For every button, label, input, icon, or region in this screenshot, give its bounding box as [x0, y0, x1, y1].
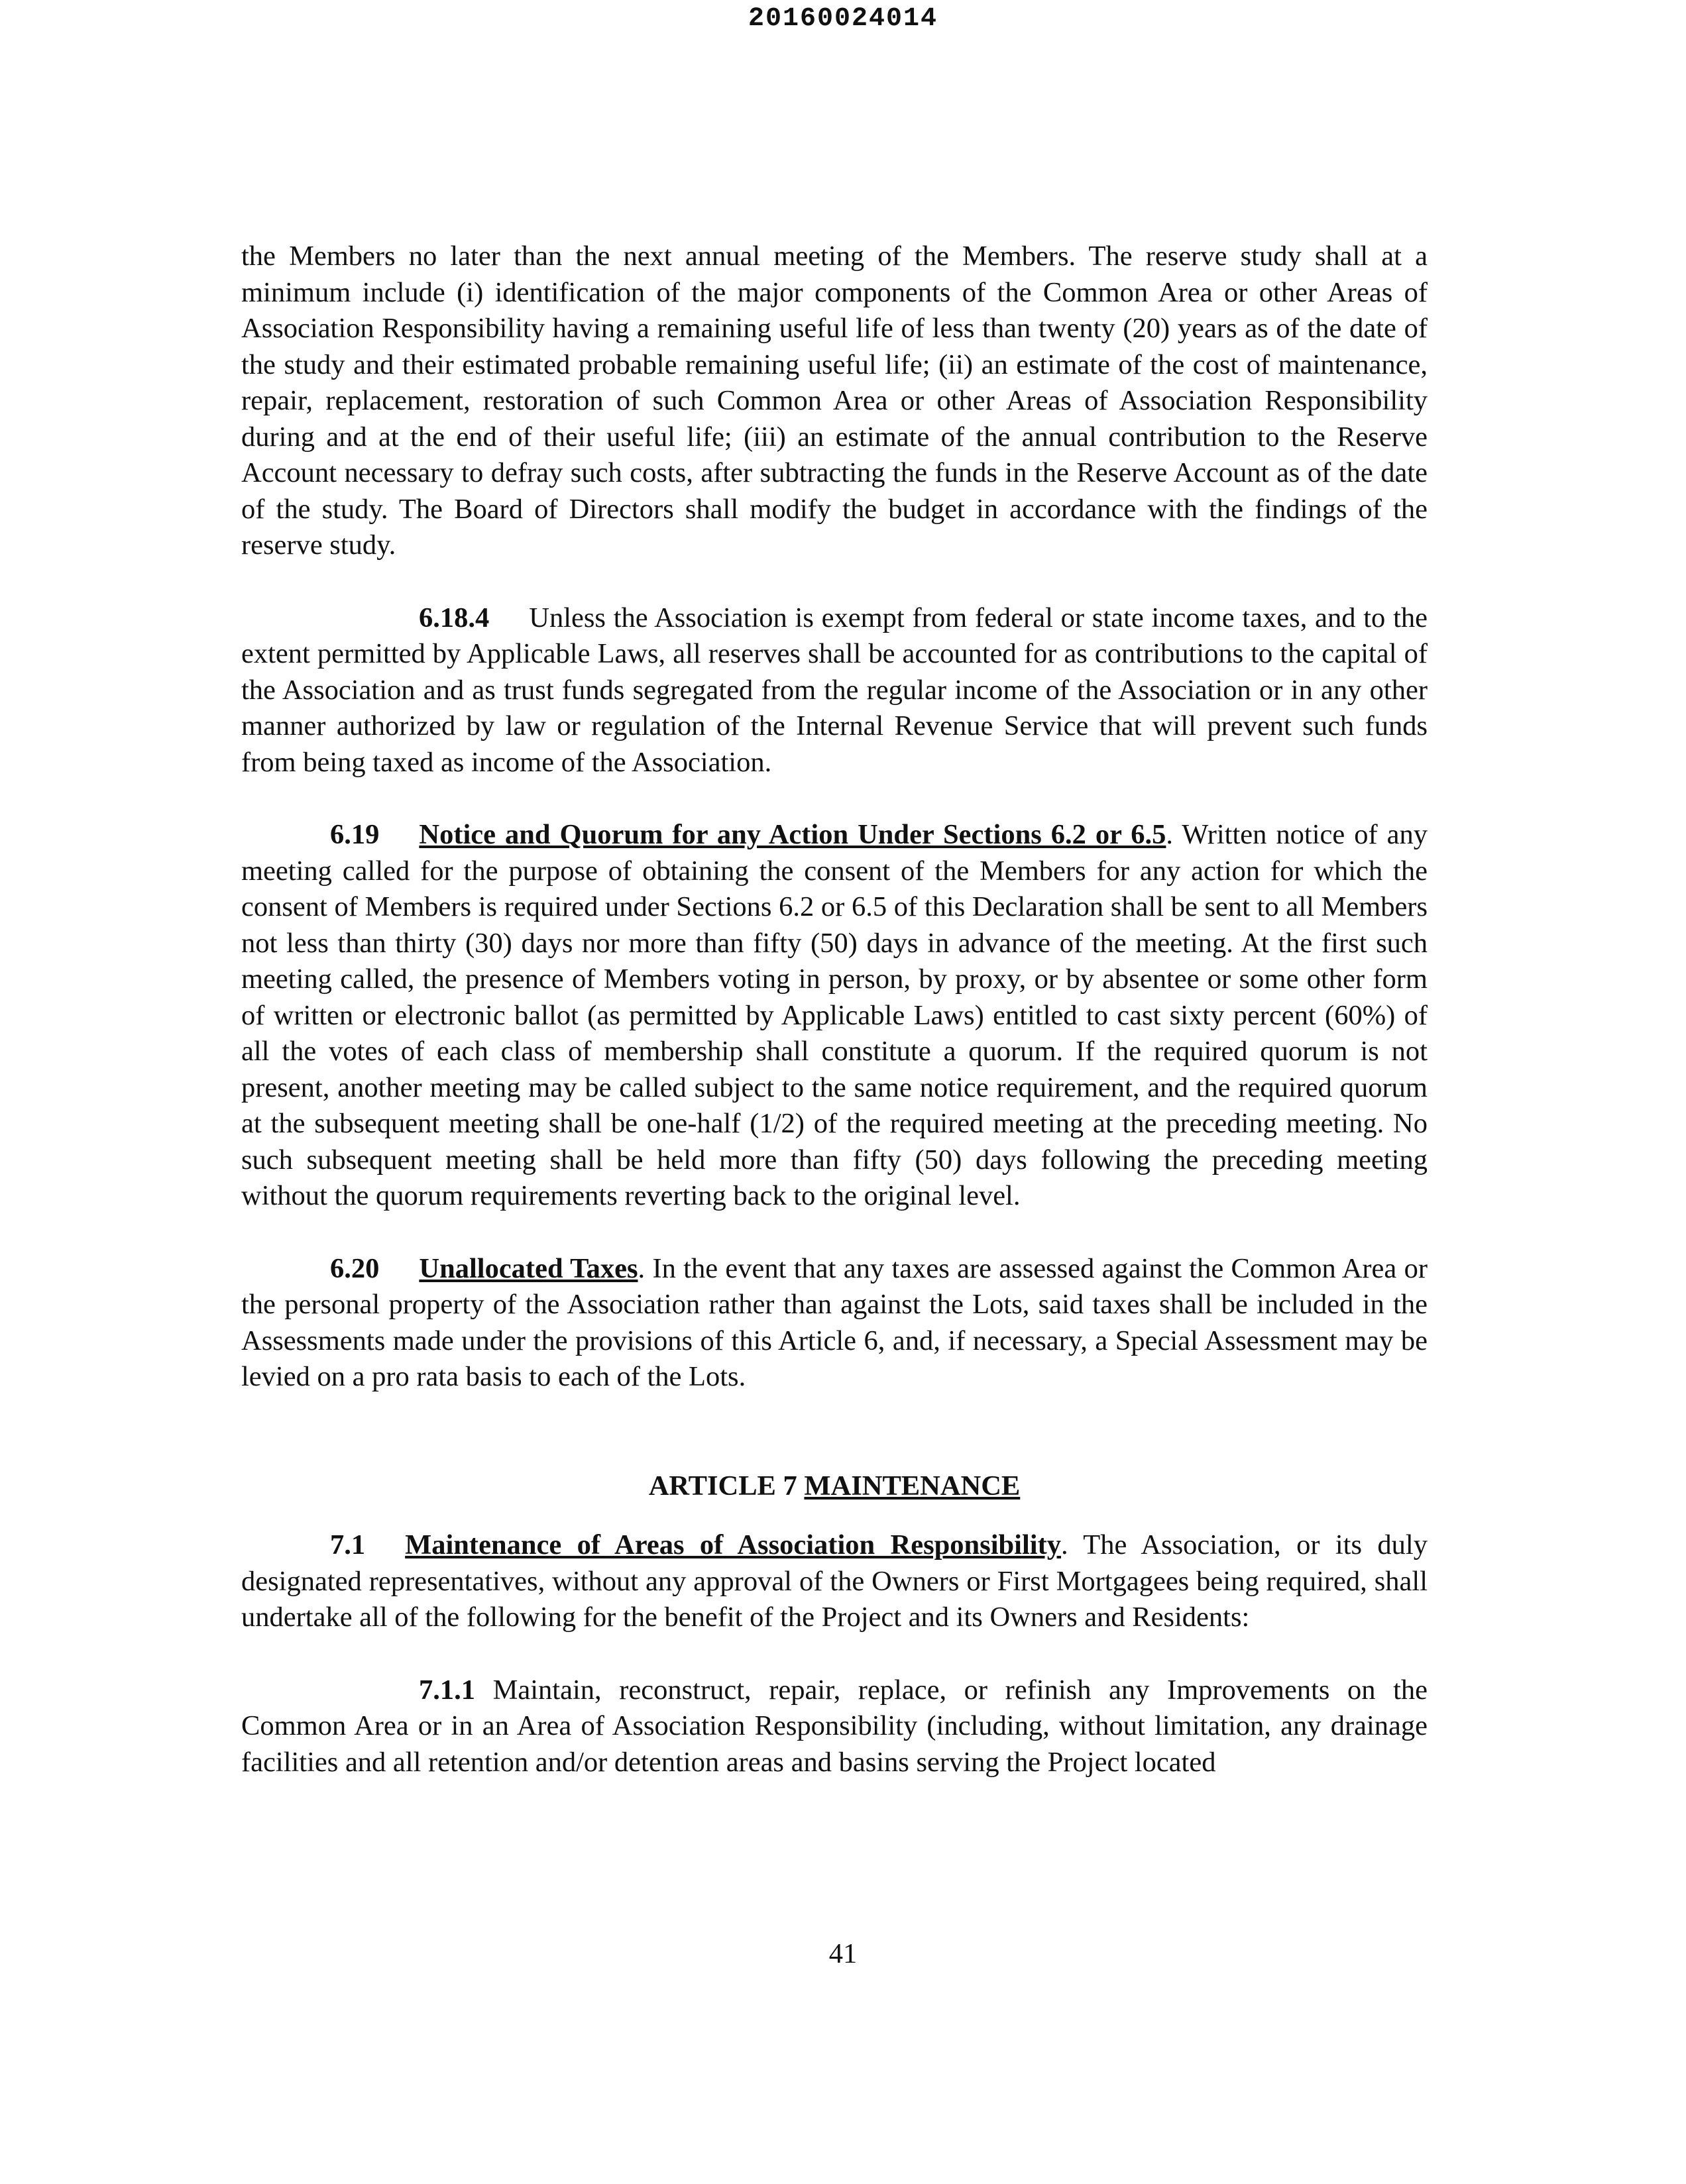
article-title: MAINTENANCE	[804, 1470, 1021, 1502]
section-title: Maintenance of Areas of Association Responsibility	[405, 1529, 1061, 1560]
reserve-study-paragraph: the Members no later than the next annual meeting of the Members. The reserve study shall at a minimum include (i) identification of the major components of the Common Area or other Areas of Association Responsibility having a remaining useful life of less than twenty (20) years as of the date of the study and their estimated probable remaining useful life; (ii) an estimate of the cost of maintenance, repair, replacement, restoration of such Common Area or other Areas of Association Responsibility during and at the end of their useful life; (iii) an estimate of the annual contribution to the Reserve Account necessary to defray such costs, after subtracting the funds in the Reserve Account as of the date of the study. The Board of Directors shall modify the budget in accordance with the findings of the reserve study.	[241, 241, 1428, 561]
section-6-20: 6.20 Unallocated Taxes. In the event that any taxes are assessed against the Common Area or the personal property of the Association rather than against the Lots, said taxes shall be included in the Assessments made under the provisions of this Article 6, and, if necessary, a Special Assessment may be levied on a pro rata basis to each of the Lots.	[241, 1252, 1428, 1392]
section-text: The Association, or its duly designated representatives, without any approval of the Owners or First Mortgagees being required, shall undertake all of the following for the benefit of the Project and its Owners and Residents:	[241, 1529, 1428, 1633]
section-number: 7.1	[330, 1529, 366, 1560]
section-text: Written notice of any meeting called for the purpose of obtaining the consent of the Members for any action for which the consent of Members is required under Sections 6.2 or 6.5 of this Declaration shall be sent to all Members not less than thirty (30) days nor more than fifty (50) days in advance of the meeting. At the first such meeting called, the presence of Members voting in person, by proxy, or by absentee or some other form of written or electronic ballot (as permitted by Applicable Laws) entitled to cast sixty percent (60%) of all the votes of each class of membership shall constitute a quorum. If the required quorum is not present, another meeting may be called subject to the same notice requirement, and the required quorum at the subsequent meeting shall be one-half (1/2) of the required meeting at the preceding meeting. No such subsequent meeting shall be held more than fifty (50) days following the preceding meeting without the quorum requirements reverting back to the original level.	[241, 819, 1428, 1211]
section-7-1-1	[241, 1672, 1428, 1781]
section-number: 6.18.4	[419, 602, 490, 633]
document-number: 20160024014	[748, 4, 938, 34]
section-6-18-4	[241, 600, 1428, 781]
section-title: Unallocated Taxes	[419, 1252, 638, 1284]
section-7-1: 7.1 Maintenance of Areas of Association Responsibility. The Association, or its duly designated representatives, without any approval of the Owners or First Mortgagees being required, shall undertake all of the following for the benefit of the Project and its Owners and Residents:	[241, 1529, 1428, 1633]
section-text: Maintain, reconstruct, repair, replace, or refinish any Improvements on the Common Area or in an Area of Association Responsibility (including, without limitation, any drainage facilities and all retention and/or detention areas and basins serving the Project located	[241, 1674, 1428, 1778]
page-body	[241, 239, 1428, 1780]
section-title: Notice and Quorum for any Action Under Sections 6.2 or 6.5	[419, 819, 1166, 850]
section-6-19: 6.19 Notice and Quorum for any Action Under Sections 6.2 or 6.5. Written notice of any meeting called for the purpose of obtaining the consent of the Members for any action for which the consent of Members is required under Sections 6.2 or 6.5 of this Declaration shall be sent to all Members not less than thirty (30) days nor more than fifty (50) days in advance of the meeting. At the first such meeting called, the presence of Members voting in person, by proxy, or by absentee or some other form of written or electronic ballot (as permitted by Applicable Laws) entitled to cast sixty percent (60%) of all the votes of each class of membership shall constitute a quorum. If the required quorum is not present, another meeting may be called subject to the same notice requirement, and the required quorum at the subsequent meeting shall be one-half (1/2) of the required meeting at the preceding meeting. No such subsequent meeting shall be held more than fifty (50) days following the preceding meeting without the quorum requirements reverting back to the original level.	[241, 819, 1428, 1211]
page-number: 41	[828, 1938, 858, 1969]
section-text: Unless the Association is exempt from federal or state income taxes, and to the extent permitted by Applicable Laws, all reserves shall be accounted for as contributions to the capital of the Association and as trust funds segregated from the regular income of the Association or in any other manner authorized by law or regulation of the Internal Revenue Service that will prevent such funds from being taxed as income of the Association.	[241, 602, 1428, 778]
section-number: 6.19	[330, 819, 380, 850]
section-number: 7.1.1	[419, 1674, 475, 1706]
article-heading	[241, 1468, 1428, 1505]
section-number: 6.20	[330, 1252, 380, 1284]
article-label: ARTICLE 7	[648, 1470, 797, 1502]
section-text: In the event that any taxes are assessed against the Common Area or the personal property of the Association rather than against the Lots, said taxes shall be included in the Assessments made under the provisions of this Article 6, and, if necessary, a Special Assessment may be levied on a pro rata basis to each of the Lots.	[241, 1252, 1428, 1392]
